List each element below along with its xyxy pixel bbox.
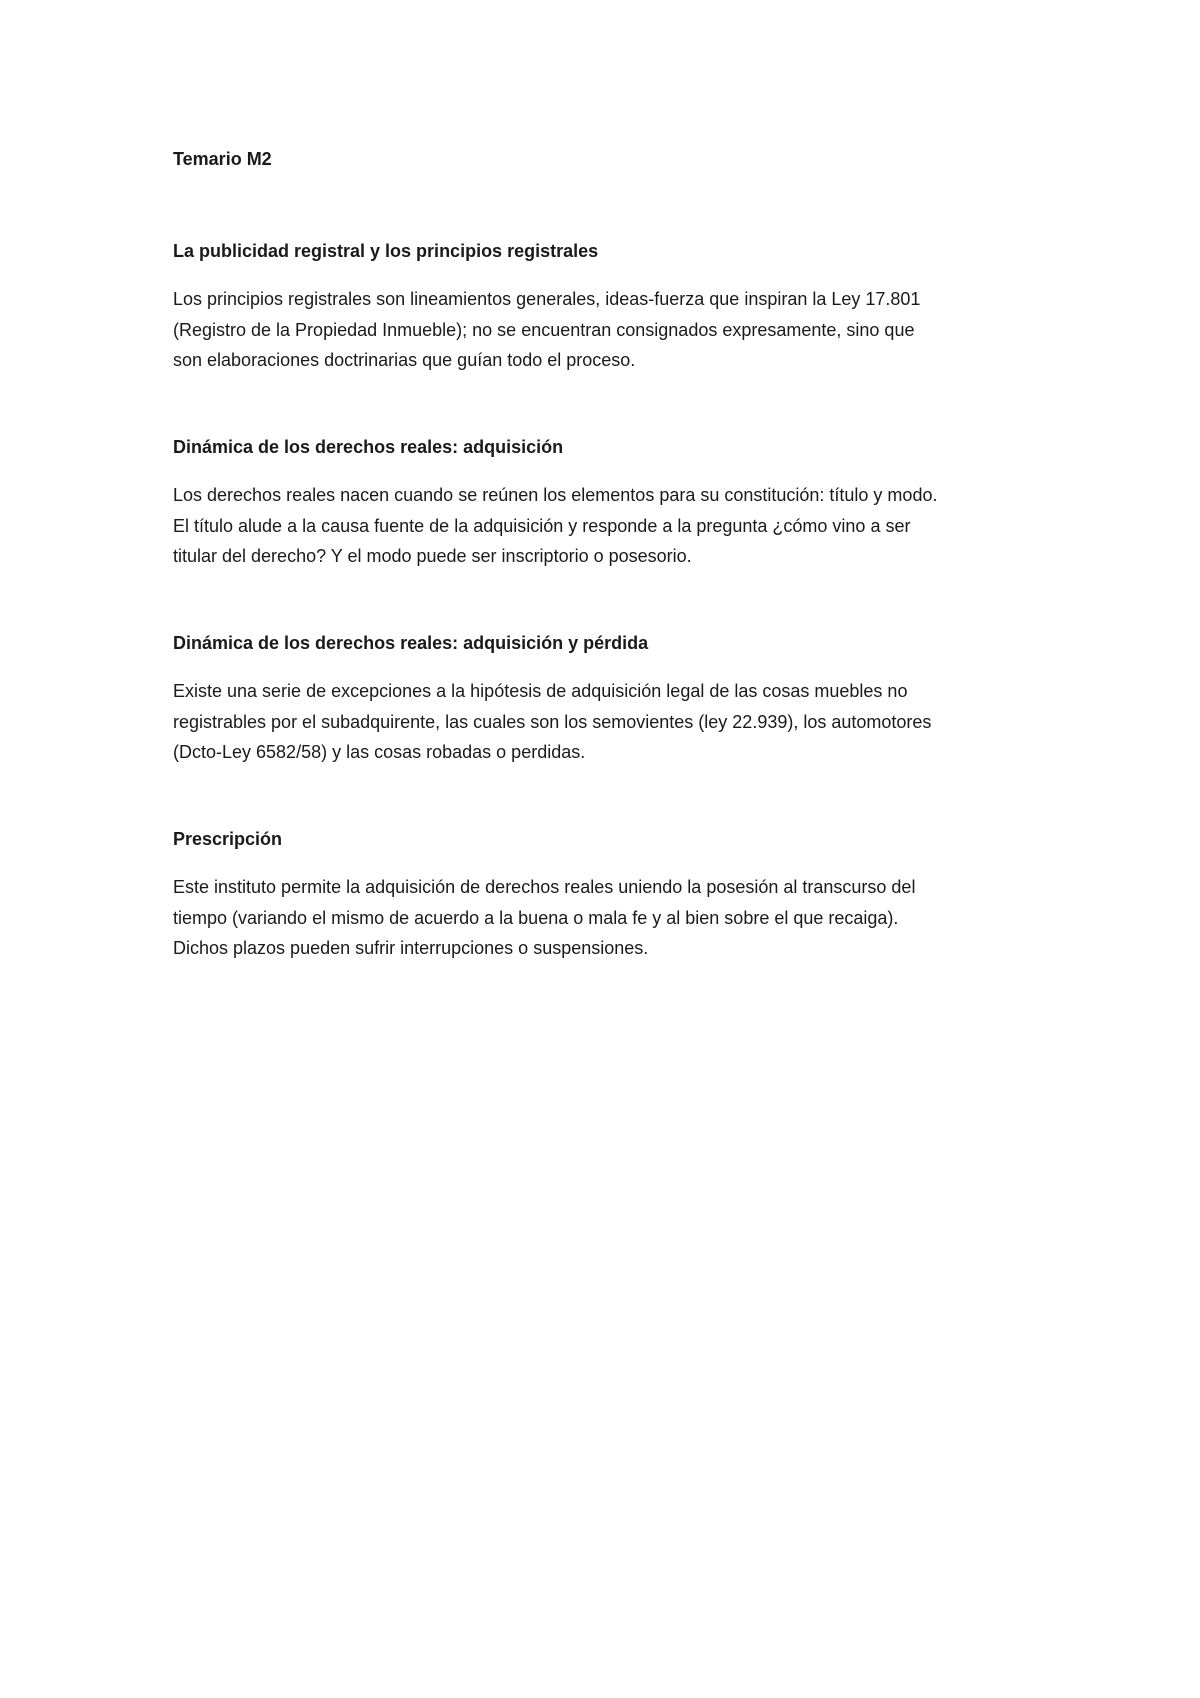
section-paragraph [173,480,937,572]
paragraph-line: Los derechos reales nacen cuando se reúnen los elementos para su constitución: título y modo. [173,485,938,505]
paragraph-line: son elaboraciones doctrinarias que guían todo el proceso. [173,350,636,370]
section-heading: Dinámica de los derechos reales: adquisición y pérdida [173,633,649,653]
section-heading: Dinámica de los derechos reales: adquisición [173,437,564,457]
paragraph-line: tiempo (variando el mismo de acuerdo a la buena o mala fe y al bien sobre el que recaiga). [173,907,899,928]
section-prescripcion [173,826,915,964]
paragraph-line: Existe una serie de excepciones a la hipótesis de adquisición legal de las cosas muebles no [173,681,908,701]
section-dinamica-adquisicion [173,434,937,572]
section-publicidad-registral [173,238,920,376]
paragraph-line: (Dcto-Ley 6582/58) y las cosas robadas o perdidas. [173,742,586,762]
paragraph-line: El título alude a la causa fuente de la adquisición y responde a la pregunta ¿cómo vino a ser [173,515,911,536]
paragraph-line: Dichos plazos pueden sufrir interrupciones o suspensiones. [173,938,649,958]
section-dinamica-adquisicion-perdida [173,630,931,768]
document-title: Temario M2 [173,149,272,169]
paragraph-line: Los principios registrales son lineamientos generales, ideas-fuerza que inspiran la Ley 17.801 [173,289,921,309]
paragraph-line: Este instituto permite la adquisición de derechos reales uniendo la posesión al transcurso del [173,877,916,897]
section-paragraph [173,872,915,964]
section-paragraph [173,676,931,768]
section-paragraph [173,284,920,376]
paragraph-line: titular del derecho? Y el modo puede ser inscriptorio o posesorio. [173,546,692,566]
section-heading: La publicidad registral y los principios registrales [173,241,599,261]
document-content [173,146,1053,958]
section-heading: Prescripción [173,829,283,849]
paragraph-line: (Registro de la Propiedad Inmueble); no se encuentran consignados expresamente, sino que [173,319,915,340]
paragraph-line: registrables por el subadquirente, las cuales son los semovientes (ley 22.939), los automotores [173,711,932,732]
